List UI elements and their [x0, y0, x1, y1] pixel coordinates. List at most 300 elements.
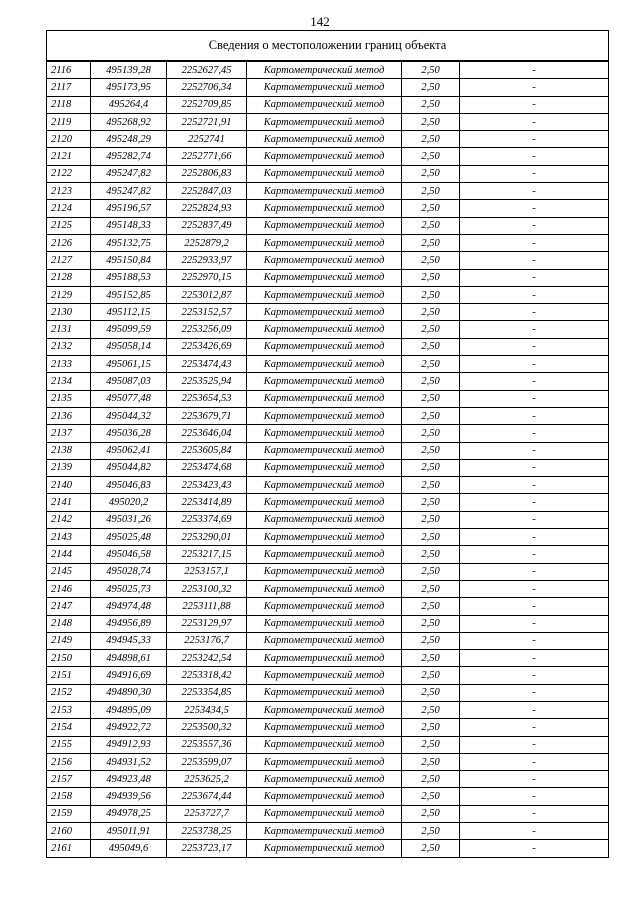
table-row — [47, 61, 609, 79]
determination-method-cell: Картометрический метод — [247, 165, 402, 182]
x-coordinate-cell: 494945,33 — [91, 632, 167, 649]
point-number-cell: 2130 — [47, 304, 91, 321]
y-coordinate-cell: 2253111,88 — [167, 598, 247, 615]
accuracy-cell: 2,50 — [402, 511, 460, 528]
description-cell: - — [460, 753, 609, 770]
description-cell: - — [460, 511, 609, 528]
accuracy-cell: 2,50 — [402, 390, 460, 407]
y-coordinate-cell: 2253414,89 — [167, 494, 247, 511]
x-coordinate-cell: 495044,32 — [91, 407, 167, 424]
table-row — [47, 407, 609, 424]
point-number-cell: 2126 — [47, 234, 91, 251]
point-number-cell: 2153 — [47, 701, 91, 718]
x-coordinate-cell: 494922,72 — [91, 719, 167, 736]
accuracy-cell: 2,50 — [402, 269, 460, 286]
x-coordinate-cell: 494890,30 — [91, 684, 167, 701]
description-cell: - — [460, 719, 609, 736]
point-number-cell: 2152 — [47, 684, 91, 701]
point-number-cell: 2120 — [47, 131, 91, 148]
y-coordinate-cell: 2252933,97 — [167, 252, 247, 269]
point-number-cell: 2159 — [47, 805, 91, 822]
determination-method-cell: Картометрический метод — [247, 96, 402, 113]
accuracy-cell: 2,50 — [402, 684, 460, 701]
accuracy-cell: 2,50 — [402, 459, 460, 476]
determination-method-cell: Картометрический метод — [247, 234, 402, 251]
table-row — [47, 286, 609, 303]
determination-method-cell: Картометрический метод — [247, 615, 402, 632]
table-header: Сведения о местоположении границ объекта — [47, 31, 609, 62]
y-coordinate-cell: 2252847,03 — [167, 183, 247, 200]
determination-method-cell: Картометрический метод — [247, 563, 402, 580]
x-coordinate-cell: 495058,14 — [91, 338, 167, 355]
y-coordinate-cell: 2253500,32 — [167, 719, 247, 736]
y-coordinate-cell: 2252837,49 — [167, 217, 247, 234]
x-coordinate-cell: 495247,82 — [91, 183, 167, 200]
determination-method-cell: Картометрический метод — [247, 580, 402, 597]
point-number-cell: 2137 — [47, 425, 91, 442]
point-number-cell: 2143 — [47, 529, 91, 546]
point-number-cell: 2122 — [47, 165, 91, 182]
y-coordinate-cell: 2253599,07 — [167, 753, 247, 770]
y-coordinate-cell: 2252709,85 — [167, 96, 247, 113]
accuracy-cell: 2,50 — [402, 598, 460, 615]
point-number-cell: 2145 — [47, 563, 91, 580]
description-cell: - — [460, 580, 609, 597]
point-number-cell: 2147 — [47, 598, 91, 615]
determination-method-cell: Картометрический метод — [247, 338, 402, 355]
accuracy-cell: 2,50 — [402, 546, 460, 563]
description-cell: - — [460, 356, 609, 373]
x-coordinate-cell: 495025,73 — [91, 580, 167, 597]
description-cell: - — [460, 96, 609, 113]
point-number-cell: 2139 — [47, 459, 91, 476]
x-coordinate-cell: 494895,09 — [91, 701, 167, 718]
table-row — [47, 131, 609, 148]
y-coordinate-cell: 2253242,54 — [167, 650, 247, 667]
x-coordinate-cell: 495148,33 — [91, 217, 167, 234]
y-coordinate-cell: 2253605,84 — [167, 442, 247, 459]
y-coordinate-cell: 2253176,7 — [167, 632, 247, 649]
x-coordinate-cell: 495112,15 — [91, 304, 167, 321]
determination-method-cell: Картометрический метод — [247, 407, 402, 424]
point-number-cell: 2129 — [47, 286, 91, 303]
description-cell: - — [460, 390, 609, 407]
x-coordinate-cell: 495062,41 — [91, 442, 167, 459]
determination-method-cell: Картометрический метод — [247, 459, 402, 476]
x-coordinate-cell: 494923,48 — [91, 771, 167, 788]
x-coordinate-cell: 495087,03 — [91, 373, 167, 390]
determination-method-cell: Картометрический метод — [247, 200, 402, 217]
x-coordinate-cell: 495031,26 — [91, 511, 167, 528]
table-row — [47, 304, 609, 321]
y-coordinate-cell: 2253625,2 — [167, 771, 247, 788]
description-cell: - — [460, 529, 609, 546]
y-coordinate-cell: 2253290,01 — [167, 529, 247, 546]
accuracy-cell: 2,50 — [402, 407, 460, 424]
table-row — [47, 736, 609, 753]
description-cell: - — [460, 304, 609, 321]
determination-method-cell: Картометрический метод — [247, 425, 402, 442]
point-number-cell: 2150 — [47, 650, 91, 667]
accuracy-cell: 2,50 — [402, 148, 460, 165]
description-cell: - — [460, 217, 609, 234]
y-coordinate-cell: 2252741 — [167, 131, 247, 148]
point-number-cell: 2118 — [47, 96, 91, 113]
x-coordinate-cell: 495282,74 — [91, 148, 167, 165]
x-coordinate-cell: 494974,48 — [91, 598, 167, 615]
y-coordinate-cell: 2252706,34 — [167, 79, 247, 96]
x-coordinate-cell: 495150,84 — [91, 252, 167, 269]
y-coordinate-cell: 2253738,25 — [167, 823, 247, 840]
description-cell: - — [460, 477, 609, 494]
table-row — [47, 477, 609, 494]
table-row — [47, 563, 609, 580]
description-cell: - — [460, 61, 609, 79]
determination-method-cell: Картометрический метод — [247, 304, 402, 321]
x-coordinate-cell: 495132,75 — [91, 234, 167, 251]
determination-method-cell: Картометрический метод — [247, 771, 402, 788]
point-number-cell: 2116 — [47, 61, 91, 79]
accuracy-cell: 2,50 — [402, 61, 460, 79]
y-coordinate-cell: 2253012,87 — [167, 286, 247, 303]
x-coordinate-cell: 494931,52 — [91, 753, 167, 770]
x-coordinate-cell: 495139,28 — [91, 61, 167, 79]
description-cell: - — [460, 598, 609, 615]
point-number-cell: 2121 — [47, 148, 91, 165]
y-coordinate-cell: 2252970,15 — [167, 269, 247, 286]
y-coordinate-cell: 2253525,94 — [167, 373, 247, 390]
determination-method-cell: Картометрический метод — [247, 788, 402, 805]
point-number-cell: 2131 — [47, 321, 91, 338]
accuracy-cell: 2,50 — [402, 217, 460, 234]
table-row — [47, 684, 609, 701]
description-cell: - — [460, 494, 609, 511]
point-number-cell: 2140 — [47, 477, 91, 494]
table-row — [47, 200, 609, 217]
accuracy-cell: 2,50 — [402, 304, 460, 321]
accuracy-cell: 2,50 — [402, 131, 460, 148]
determination-method-cell: Картометрический метод — [247, 131, 402, 148]
y-coordinate-cell: 2253674,44 — [167, 788, 247, 805]
determination-method-cell: Картометрический метод — [247, 477, 402, 494]
table-row — [47, 632, 609, 649]
point-number-cell: 2154 — [47, 719, 91, 736]
y-coordinate-cell: 2253129,97 — [167, 615, 247, 632]
y-coordinate-cell: 2253374,69 — [167, 511, 247, 528]
point-number-cell: 2156 — [47, 753, 91, 770]
table-row — [47, 701, 609, 718]
x-coordinate-cell: 495268,92 — [91, 113, 167, 130]
accuracy-cell: 2,50 — [402, 321, 460, 338]
determination-method-cell: Картометрический метод — [247, 736, 402, 753]
accuracy-cell: 2,50 — [402, 840, 460, 857]
accuracy-cell: 2,50 — [402, 252, 460, 269]
point-number-cell: 2141 — [47, 494, 91, 511]
determination-method-cell: Картометрический метод — [247, 442, 402, 459]
accuracy-cell: 2,50 — [402, 425, 460, 442]
point-number-cell: 2127 — [47, 252, 91, 269]
accuracy-cell: 2,50 — [402, 580, 460, 597]
table-row — [47, 338, 609, 355]
point-number-cell: 2148 — [47, 615, 91, 632]
table-row — [47, 113, 609, 130]
description-cell: - — [460, 650, 609, 667]
table-row — [47, 234, 609, 251]
x-coordinate-cell: 495049,6 — [91, 840, 167, 857]
determination-method-cell: Картометрический метод — [247, 511, 402, 528]
description-cell: - — [460, 788, 609, 805]
determination-method-cell: Картометрический метод — [247, 753, 402, 770]
description-cell: - — [460, 286, 609, 303]
accuracy-cell: 2,50 — [402, 736, 460, 753]
y-coordinate-cell: 2253434,5 — [167, 701, 247, 718]
y-coordinate-cell: 2252806,83 — [167, 165, 247, 182]
y-coordinate-cell: 2252879,2 — [167, 234, 247, 251]
accuracy-cell: 2,50 — [402, 753, 460, 770]
point-number-cell: 2151 — [47, 667, 91, 684]
description-cell: - — [460, 840, 609, 857]
description-cell: - — [460, 407, 609, 424]
x-coordinate-cell: 495152,85 — [91, 286, 167, 303]
x-coordinate-cell: 495248,29 — [91, 131, 167, 148]
description-cell: - — [460, 183, 609, 200]
y-coordinate-cell: 2252627,45 — [167, 61, 247, 79]
accuracy-cell: 2,50 — [402, 442, 460, 459]
accuracy-cell: 2,50 — [402, 477, 460, 494]
x-coordinate-cell: 495046,58 — [91, 546, 167, 563]
point-number-cell: 2135 — [47, 390, 91, 407]
accuracy-cell: 2,50 — [402, 771, 460, 788]
table-row — [47, 840, 609, 857]
y-coordinate-cell: 2253723,17 — [167, 840, 247, 857]
y-coordinate-cell: 2253217,15 — [167, 546, 247, 563]
x-coordinate-cell: 495247,82 — [91, 165, 167, 182]
description-cell: - — [460, 563, 609, 580]
x-coordinate-cell: 495044,82 — [91, 459, 167, 476]
accuracy-cell: 2,50 — [402, 823, 460, 840]
accuracy-cell: 2,50 — [402, 286, 460, 303]
y-coordinate-cell: 2253423,43 — [167, 477, 247, 494]
table-row — [47, 580, 609, 597]
description-cell: - — [460, 823, 609, 840]
x-coordinate-cell: 495025,48 — [91, 529, 167, 546]
table-row — [47, 390, 609, 407]
point-number-cell: 2119 — [47, 113, 91, 130]
determination-method-cell: Картометрический метод — [247, 684, 402, 701]
accuracy-cell: 2,50 — [402, 563, 460, 580]
table-row — [47, 529, 609, 546]
description-cell: - — [460, 632, 609, 649]
accuracy-cell: 2,50 — [402, 632, 460, 649]
x-coordinate-cell: 495011,91 — [91, 823, 167, 840]
determination-method-cell: Картометрический метод — [247, 823, 402, 840]
x-coordinate-cell: 494912,93 — [91, 736, 167, 753]
determination-method-cell: Картометрический метод — [247, 546, 402, 563]
description-cell: - — [460, 459, 609, 476]
table-row — [47, 771, 609, 788]
table-row — [47, 459, 609, 476]
y-coordinate-cell: 2253679,71 — [167, 407, 247, 424]
description-cell: - — [460, 200, 609, 217]
table-row — [47, 373, 609, 390]
determination-method-cell: Картометрический метод — [247, 286, 402, 303]
table-row — [47, 823, 609, 840]
determination-method-cell: Картометрический метод — [247, 269, 402, 286]
accuracy-cell: 2,50 — [402, 788, 460, 805]
point-number-cell: 2123 — [47, 183, 91, 200]
table-row — [47, 805, 609, 822]
x-coordinate-cell: 495061,15 — [91, 356, 167, 373]
accuracy-cell: 2,50 — [402, 719, 460, 736]
x-coordinate-cell: 494939,56 — [91, 788, 167, 805]
description-cell: - — [460, 442, 609, 459]
x-coordinate-cell: 494978,25 — [91, 805, 167, 822]
table-header-row — [47, 31, 609, 62]
determination-method-cell: Картометрический метод — [247, 390, 402, 407]
point-number-cell: 2161 — [47, 840, 91, 857]
point-number-cell: 2144 — [47, 546, 91, 563]
y-coordinate-cell: 2252771,66 — [167, 148, 247, 165]
determination-method-cell: Картометрический метод — [247, 79, 402, 96]
y-coordinate-cell: 2253654,53 — [167, 390, 247, 407]
point-number-cell: 2149 — [47, 632, 91, 649]
y-coordinate-cell: 2253100,32 — [167, 580, 247, 597]
description-cell: - — [460, 321, 609, 338]
determination-method-cell: Картометрический метод — [247, 61, 402, 79]
table-row — [47, 494, 609, 511]
table-row — [47, 321, 609, 338]
table-row — [47, 79, 609, 96]
point-number-cell: 2158 — [47, 788, 91, 805]
description-cell: - — [460, 148, 609, 165]
point-number-cell: 2155 — [47, 736, 91, 753]
y-coordinate-cell: 2252721,91 — [167, 113, 247, 130]
point-number-cell: 2160 — [47, 823, 91, 840]
table-row — [47, 269, 609, 286]
point-number-cell: 2124 — [47, 200, 91, 217]
x-coordinate-cell: 495188,53 — [91, 269, 167, 286]
table-row — [47, 650, 609, 667]
description-cell: - — [460, 131, 609, 148]
y-coordinate-cell: 2253318,42 — [167, 667, 247, 684]
y-coordinate-cell: 2253256,09 — [167, 321, 247, 338]
table-row — [47, 719, 609, 736]
description-cell: - — [460, 79, 609, 96]
point-number-cell: 2117 — [47, 79, 91, 96]
table-row — [47, 753, 609, 770]
accuracy-cell: 2,50 — [402, 529, 460, 546]
accuracy-cell: 2,50 — [402, 200, 460, 217]
description-cell: - — [460, 736, 609, 753]
accuracy-cell: 2,50 — [402, 113, 460, 130]
accuracy-cell: 2,50 — [402, 373, 460, 390]
y-coordinate-cell: 2252824,93 — [167, 200, 247, 217]
determination-method-cell: Картометрический метод — [247, 650, 402, 667]
y-coordinate-cell: 2253474,43 — [167, 356, 247, 373]
x-coordinate-cell: 495020,2 — [91, 494, 167, 511]
y-coordinate-cell: 2253646,04 — [167, 425, 247, 442]
y-coordinate-cell: 2253354,85 — [167, 684, 247, 701]
x-coordinate-cell: 495099,59 — [91, 321, 167, 338]
page-number: 142 — [310, 14, 330, 29]
description-cell: - — [460, 252, 609, 269]
accuracy-cell: 2,50 — [402, 667, 460, 684]
determination-method-cell: Картометрический метод — [247, 529, 402, 546]
point-number-cell: 2142 — [47, 511, 91, 528]
point-number-cell: 2138 — [47, 442, 91, 459]
description-cell: - — [460, 667, 609, 684]
table-row — [47, 148, 609, 165]
table-row — [47, 425, 609, 442]
description-cell: - — [460, 234, 609, 251]
x-coordinate-cell: 494916,69 — [91, 667, 167, 684]
x-coordinate-cell: 495173,95 — [91, 79, 167, 96]
determination-method-cell: Картометрический метод — [247, 667, 402, 684]
determination-method-cell: Картометрический метод — [247, 701, 402, 718]
table-row — [47, 511, 609, 528]
y-coordinate-cell: 2253474,68 — [167, 459, 247, 476]
accuracy-cell: 2,50 — [402, 338, 460, 355]
table-row — [47, 546, 609, 563]
description-cell: - — [460, 338, 609, 355]
determination-method-cell: Картометрический метод — [247, 252, 402, 269]
table-row — [47, 442, 609, 459]
table-row — [47, 183, 609, 200]
description-cell: - — [460, 165, 609, 182]
determination-method-cell: Картометрический метод — [247, 373, 402, 390]
determination-method-cell: Картометрический метод — [247, 217, 402, 234]
description-cell: - — [460, 425, 609, 442]
determination-method-cell: Картометрический метод — [247, 113, 402, 130]
point-number-cell: 2128 — [47, 269, 91, 286]
accuracy-cell: 2,50 — [402, 79, 460, 96]
table-row — [47, 598, 609, 615]
table-row — [47, 217, 609, 234]
description-cell: - — [460, 113, 609, 130]
table-row — [47, 615, 609, 632]
point-number-cell: 2132 — [47, 338, 91, 355]
description-cell: - — [460, 684, 609, 701]
description-cell: - — [460, 546, 609, 563]
point-number-cell: 2125 — [47, 217, 91, 234]
determination-method-cell: Картометрический метод — [247, 805, 402, 822]
accuracy-cell: 2,50 — [402, 494, 460, 511]
determination-method-cell: Картометрический метод — [247, 632, 402, 649]
y-coordinate-cell: 2253157,1 — [167, 563, 247, 580]
y-coordinate-cell: 2253557,36 — [167, 736, 247, 753]
x-coordinate-cell: 495196,57 — [91, 200, 167, 217]
point-number-cell: 2136 — [47, 407, 91, 424]
x-coordinate-cell: 495028,74 — [91, 563, 167, 580]
accuracy-cell: 2,50 — [402, 615, 460, 632]
description-cell: - — [460, 771, 609, 788]
accuracy-cell: 2,50 — [402, 356, 460, 373]
y-coordinate-cell: 2253426,69 — [167, 338, 247, 355]
accuracy-cell: 2,50 — [402, 183, 460, 200]
x-coordinate-cell: 495264,4 — [91, 96, 167, 113]
x-coordinate-cell: 495046,83 — [91, 477, 167, 494]
accuracy-cell: 2,50 — [402, 234, 460, 251]
x-coordinate-cell: 494898,61 — [91, 650, 167, 667]
determination-method-cell: Картометрический метод — [247, 356, 402, 373]
x-coordinate-cell: 494956,89 — [91, 615, 167, 632]
determination-method-cell: Картометрический метод — [247, 719, 402, 736]
accuracy-cell: 2,50 — [402, 805, 460, 822]
accuracy-cell: 2,50 — [402, 96, 460, 113]
description-cell: - — [460, 615, 609, 632]
determination-method-cell: Картометрический метод — [247, 494, 402, 511]
x-coordinate-cell: 495077,48 — [91, 390, 167, 407]
